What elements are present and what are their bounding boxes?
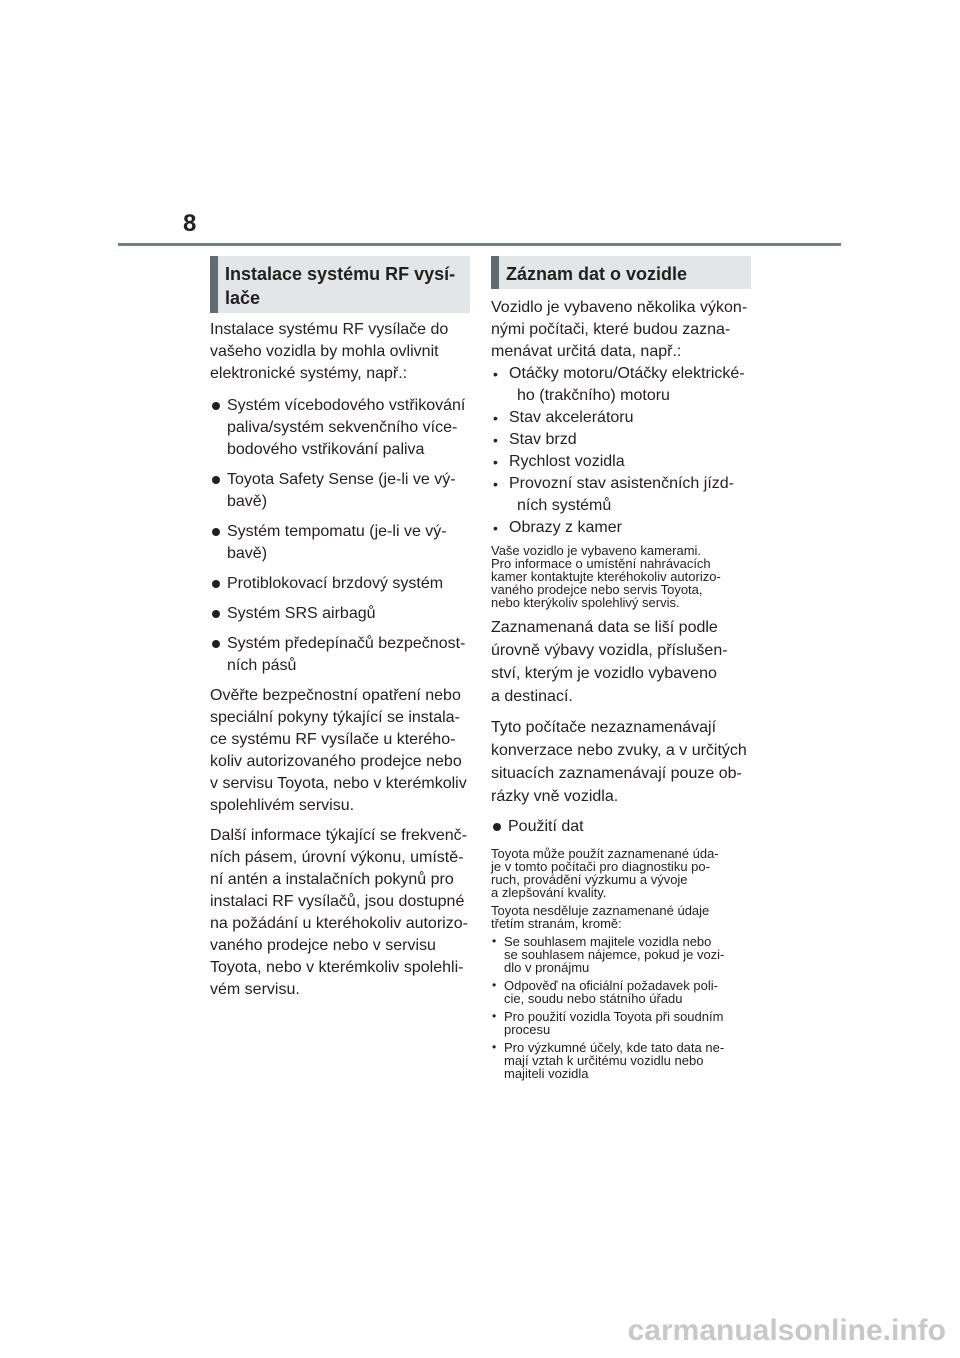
text-line: cie, soudu nebo státního úřadu [504, 991, 683, 1006]
text-line: Další informace týkající se frekvenč- [210, 827, 467, 844]
text-line: procesu [504, 1022, 551, 1037]
bullet-dot-icon [212, 640, 220, 648]
no-audio-paragraph [491, 716, 751, 808]
text-line: • Obrazy z kamer [509, 519, 622, 536]
text-line: elektronické systémy, např.: [210, 365, 408, 382]
text-line: bodového vstřikování paliva [227, 441, 425, 458]
text-line: situacích zaznamenávají pouze ob- [491, 765, 742, 782]
text-line: majiteli vozidla [504, 1066, 589, 1081]
intro-paragraph [491, 297, 751, 363]
text-line: nebo kterýkoliv spolehlivý servis. [491, 595, 680, 610]
list-item [210, 633, 470, 677]
text-line: je v tomto počítači pro diagnostiku po- [491, 859, 710, 874]
text-line: menávat určitá data, např.: [491, 343, 682, 360]
list-item [210, 469, 470, 513]
text-line: Toyota může použít zaznamenané úda- [491, 846, 719, 861]
disclosure-paragraph [491, 904, 751, 930]
bullet-dot-icon [212, 402, 220, 410]
text-line: a destinací. [491, 688, 573, 705]
info-paragraph [210, 825, 470, 1001]
list-item [491, 1041, 751, 1080]
list-item [210, 521, 470, 565]
heading-line: Instalace systému RF vysí- [225, 264, 456, 284]
text-line: Toyota, nebo v kterémkoliv spolehli- [210, 959, 464, 976]
heading-line: Záznam dat o vozidle [506, 264, 688, 284]
text-line: paliva/systém sekvenčního více- [227, 419, 458, 436]
text-line: ho (trakčního) motoru [517, 387, 670, 404]
right-column [491, 256, 751, 1080]
recorded-data-list [491, 363, 751, 539]
text-line: Pro informace o umístění nahrávacích [491, 556, 711, 571]
list-item [491, 407, 751, 429]
text-line: Systém vícebodového vstřikování [227, 397, 466, 414]
text-line: vaného prodejce nebo servis Toyota, [491, 582, 703, 597]
text-line: Vaše vozidlo je vybaveno kamerami. [491, 543, 702, 558]
text-line: Systém SRS airbagů [227, 605, 376, 622]
bullet-dot-icon [212, 610, 220, 618]
text-line: • Se souhlasem majitele vozidla nebo [504, 934, 712, 949]
list-item [491, 935, 751, 974]
list-item [491, 1010, 751, 1036]
text-line: Toyota nesděluje zaznamenané údaje [491, 903, 710, 918]
text-line: bavě) [227, 545, 268, 562]
text-line: • Stav akcelerátoru [509, 409, 634, 426]
text-line: a zlepšování kvality. [491, 885, 607, 900]
text-line: ní antén a instalačních pokynů pro [210, 871, 454, 888]
text-line: Systém předepínačů bezpečnost- [227, 635, 466, 652]
text-line: Zaznamenaná data se liší podle [491, 619, 718, 636]
text-line: • Otáčky motoru/Otáčky elektrické- [509, 365, 745, 382]
text-line: • Pro výzkumné účely, kde tato data ne- [504, 1040, 725, 1055]
text-line: úrovně výbavy vozidla, příslušen- [491, 642, 728, 659]
bullet-dot-icon [212, 580, 220, 588]
text-line: vaného prodejce nebo v servisu [210, 937, 436, 954]
text-line: ních pásem, úrovní výkonu, umístě- [210, 849, 464, 866]
text-line: • Pro použití vozidla Toyota při soudním [504, 1009, 724, 1024]
text-line: Protiblokovací brzdový systém [227, 575, 444, 592]
text-line: dlo v pronájmu [504, 960, 590, 975]
list-item [491, 979, 751, 1005]
text-line: třetím stranám, kromě: [491, 916, 622, 931]
bullet-dot-icon [212, 528, 220, 536]
text-line: Systém tempomatu (je-li ve vý- [227, 523, 447, 540]
text-line: v servisu Toyota, nebo v kterémkoliv [210, 775, 467, 792]
usage-paragraph [491, 847, 751, 899]
affected-systems-list [210, 395, 470, 677]
list-item [210, 573, 470, 595]
list-item [210, 603, 470, 625]
text-line: Ověřte bezpečnostní opatření nebo [210, 687, 461, 704]
text-line: • Stav brzd [509, 431, 577, 448]
safety-paragraph [210, 685, 470, 817]
list-item [491, 451, 751, 473]
page-number: 8 [183, 210, 197, 237]
text-line: na požádání u kteréhokoliv autorizo- [210, 915, 468, 932]
text-line: Instalace systému RF vysílače do [210, 321, 449, 338]
text-line: nými počítači, které budou zazna- [491, 321, 731, 338]
text-line: ství, kterým je vozidlo vybaveno [491, 665, 717, 682]
list-item [491, 473, 751, 517]
text-line: kamer kontaktujte kteréhokoliv autorizo- [491, 569, 721, 584]
text-line: ruch, provádění výzkumu a vývoje [491, 872, 688, 887]
text-line: ních pásů [227, 657, 297, 674]
section-heading-rf [210, 256, 470, 313]
intro-paragraph [210, 319, 470, 385]
text-line: • Rychlost vozidla [509, 453, 625, 470]
bullet-dot-icon [493, 823, 501, 831]
usage-list [491, 816, 751, 838]
list-item [491, 816, 751, 838]
text-line: konverzace nebo zvuky, a v určitých [491, 742, 747, 759]
text-line: • Odpověď na oficiální požadavek poli- [504, 978, 718, 993]
text-line: vašeho vozidla by mohla ovlivnit [210, 343, 439, 360]
watermark: carmanualsonline.info [627, 1314, 946, 1347]
heading-line: lače [225, 288, 261, 308]
text-line: Tyto počítače nezaznamenávají [491, 719, 717, 736]
list-item [491, 429, 751, 451]
text-line: Vozidlo je vybaveno několika výkon- [491, 299, 748, 316]
list-item [210, 395, 470, 461]
left-column [210, 256, 470, 1001]
text-line: ních systémů [517, 497, 612, 514]
bullet-dot-icon [212, 476, 220, 484]
text-line: rázky vně vozidla. [491, 788, 619, 805]
recorded-data-paragraph [491, 616, 751, 708]
section-heading-data-recording [491, 256, 751, 289]
text-line: mají vztah k určitému vozidlu nebo [504, 1053, 704, 1068]
text-line: ce systému RF vysílače u kterého- [210, 731, 456, 748]
exceptions-list [491, 935, 751, 1080]
camera-note [491, 544, 751, 609]
text-line: vém servisu. [210, 981, 300, 998]
text-line: koliv autorizovaného prodejce nebo [210, 753, 462, 770]
text-line: bavě) [227, 493, 268, 510]
list-item [491, 517, 751, 539]
list-item [491, 363, 751, 407]
text-line: se souhlasem nájemce, pokud je vozi- [504, 947, 725, 962]
usage-label: Použití dat [508, 818, 584, 835]
text-line: spolehlivém servisu. [210, 797, 355, 814]
text-line: instalaci RF vysílačů, jsou dostupné [210, 893, 465, 910]
header-rule [118, 243, 841, 246]
text-line: Toyota Safety Sense (je-li ve vý- [227, 471, 456, 488]
text-line: speciální pokyny týkající se instala- [210, 709, 460, 726]
text-line: • Provozní stav asistenčních jízd- [509, 475, 734, 492]
